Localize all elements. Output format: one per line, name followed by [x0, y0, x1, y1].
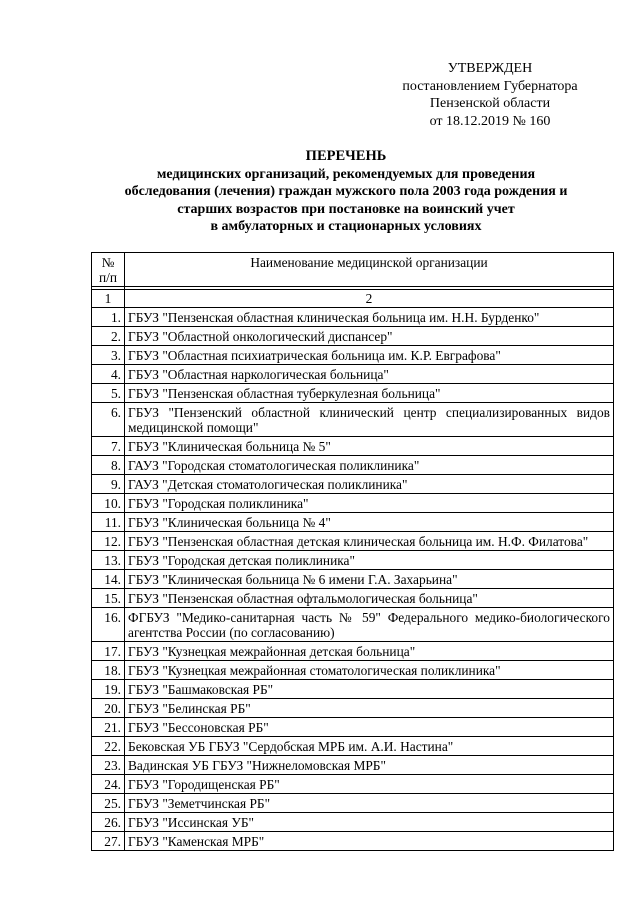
organization-name: ГАУЗ "Городская стоматологическая поликлиника" — [125, 456, 614, 475]
row-number: 11. — [92, 513, 125, 532]
table-row — [92, 456, 614, 475]
approval-stamp — [380, 60, 600, 130]
table-row — [92, 608, 614, 642]
row-number: 24. — [92, 775, 125, 794]
table-row — [92, 308, 614, 327]
organization-name: ГБУЗ "Белинская РБ" — [125, 699, 614, 718]
row-number: 27. — [92, 832, 125, 851]
organization-name: ГБУЗ "Клиническая больница № 5" — [125, 437, 614, 456]
approval-line: постановлением Губернатора — [402, 78, 578, 94]
organization-name: ГБУЗ "Пензенская областная клиническая больница им. Н.Н. Бурденко" — [125, 308, 614, 327]
row-number: 7. — [92, 437, 125, 456]
table-row — [92, 327, 614, 346]
row-number: 20. — [92, 699, 125, 718]
table-row — [92, 718, 614, 737]
organization-name: ГБУЗ "Кузнецкая межрайонная детская больница" — [125, 642, 614, 661]
table-row — [92, 346, 614, 365]
row-number: 21. — [92, 718, 125, 737]
organizations-table — [91, 252, 614, 851]
row-number: 10. — [92, 494, 125, 513]
table-row — [92, 813, 614, 832]
table-row — [92, 532, 614, 551]
approval-heading: УТВЕРЖДЕН — [447, 61, 533, 76]
table-row — [92, 437, 614, 456]
column-numbers-row — [92, 290, 614, 308]
table-row — [92, 680, 614, 699]
table-row — [92, 642, 614, 661]
column-number-1: 1 — [92, 290, 125, 308]
organization-name: ГБУЗ "Земетчинская РБ" — [125, 794, 614, 813]
title-line: старших возрастов при постановке на воинский учет — [177, 201, 515, 217]
row-number: 15. — [92, 589, 125, 608]
row-number: 8. — [92, 456, 125, 475]
title-line: медицинских организаций, рекомендуемых для проведения — [156, 166, 536, 182]
row-number: 9. — [92, 475, 125, 494]
row-number: 18. — [92, 661, 125, 680]
organization-name: ГБУЗ "Клиническая больница № 4" — [125, 513, 614, 532]
row-number: 3. — [92, 346, 125, 365]
organization-name: ГБУЗ "Иссинская УБ" — [125, 813, 614, 832]
table-row — [92, 589, 614, 608]
table-row — [92, 551, 614, 570]
organization-name: ГБУЗ "Пензенская областная туберкулезная больница" — [125, 384, 614, 403]
title-line: в амбулаторных и стационарных условиях — [210, 219, 482, 234]
row-number: 17. — [92, 642, 125, 661]
approval-line: Пензенской области — [429, 96, 551, 111]
row-number: 26. — [92, 813, 125, 832]
approval-date: от 18.12.2019 № 160 — [429, 113, 551, 129]
document-title — [96, 148, 596, 236]
table-row — [92, 570, 614, 589]
organization-name: ГАУЗ "Детская стоматологическая поликлиника" — [125, 475, 614, 494]
table-row — [92, 832, 614, 851]
table-row — [92, 737, 614, 756]
organization-name: ГБУЗ "Пензенская областная офтальмологическая больница" — [125, 589, 614, 608]
organization-name: ГБУЗ "Каменская МРБ" — [125, 832, 614, 851]
organization-name: ГБУЗ "Городищенская РБ" — [125, 775, 614, 794]
table-row — [92, 661, 614, 680]
row-number: 2. — [92, 327, 125, 346]
row-number: 25. — [92, 794, 125, 813]
organization-name: ГБУЗ "Городская детская поликлиника" — [125, 551, 614, 570]
table-header-row — [92, 253, 614, 287]
row-number: 5. — [92, 384, 125, 403]
table-row — [92, 403, 614, 437]
table-row — [92, 699, 614, 718]
table-row — [92, 513, 614, 532]
organization-name: ГБУЗ "Областная наркологическая больница" — [125, 365, 614, 384]
row-number: 6. — [92, 403, 125, 437]
row-number: 22. — [92, 737, 125, 756]
organization-name: Вадинская УБ ГБУЗ "Нижнеломовская МРБ" — [125, 756, 614, 775]
row-number: 14. — [92, 570, 125, 589]
row-number: 16. — [92, 608, 125, 642]
table-row — [92, 756, 614, 775]
column-number-2: 2 — [125, 290, 614, 308]
organization-name: ГБУЗ "Областной онкологический диспансер" — [125, 327, 614, 346]
table-row — [92, 494, 614, 513]
header-number-abbr: п/п — [98, 270, 118, 285]
row-number: 12. — [92, 532, 125, 551]
table-row — [92, 384, 614, 403]
organization-name: ГБУЗ "Пензенский областной клинический центр специализированных видов медицинской помощи" — [125, 403, 614, 437]
header-number-symbol: № — [101, 255, 115, 270]
header-name-cell: Наименование медицинской организации — [125, 253, 614, 287]
organization-name: ГБУЗ "Кузнецкая межрайонная стоматологическая поликлиника" — [125, 661, 614, 680]
row-number: 19. — [92, 680, 125, 699]
organization-name: ГБУЗ "Клиническая больница № 6 имени Г.А. Захарьина" — [125, 570, 614, 589]
organization-name: ГБУЗ "Башмаковская РБ" — [125, 680, 614, 699]
organization-name: ФГБУЗ "Медико-санитарная часть № 59" Федерального медико-биологического агентства России (по согласованию) — [125, 608, 614, 642]
row-number: 4. — [92, 365, 125, 384]
organization-name: ГБУЗ "Пензенская областная детская клиническая больница им. Н.Ф. Филатова" — [125, 532, 614, 551]
table-row — [92, 365, 614, 384]
table-row — [92, 475, 614, 494]
organization-name: ГБУЗ "Бессоновская РБ" — [125, 718, 614, 737]
organization-name: ГБУЗ "Областная психиатрическая больница им. К.Р. Евграфова" — [125, 346, 614, 365]
row-number: 1. — [92, 308, 125, 327]
table-row — [92, 775, 614, 794]
header-number-cell — [92, 253, 125, 287]
row-number: 23. — [92, 756, 125, 775]
table-row — [92, 794, 614, 813]
title-line: обследования (лечения) граждан мужского пола 2003 года рождения и — [124, 184, 568, 199]
organization-name: Бековская УБ ГБУЗ "Сердобская МРБ им. А.И. Настина" — [125, 737, 614, 756]
organization-name: ГБУЗ "Городская поликлиника" — [125, 494, 614, 513]
row-number: 13. — [92, 551, 125, 570]
title-main: ПЕРЕЧЕНЬ — [305, 148, 387, 164]
